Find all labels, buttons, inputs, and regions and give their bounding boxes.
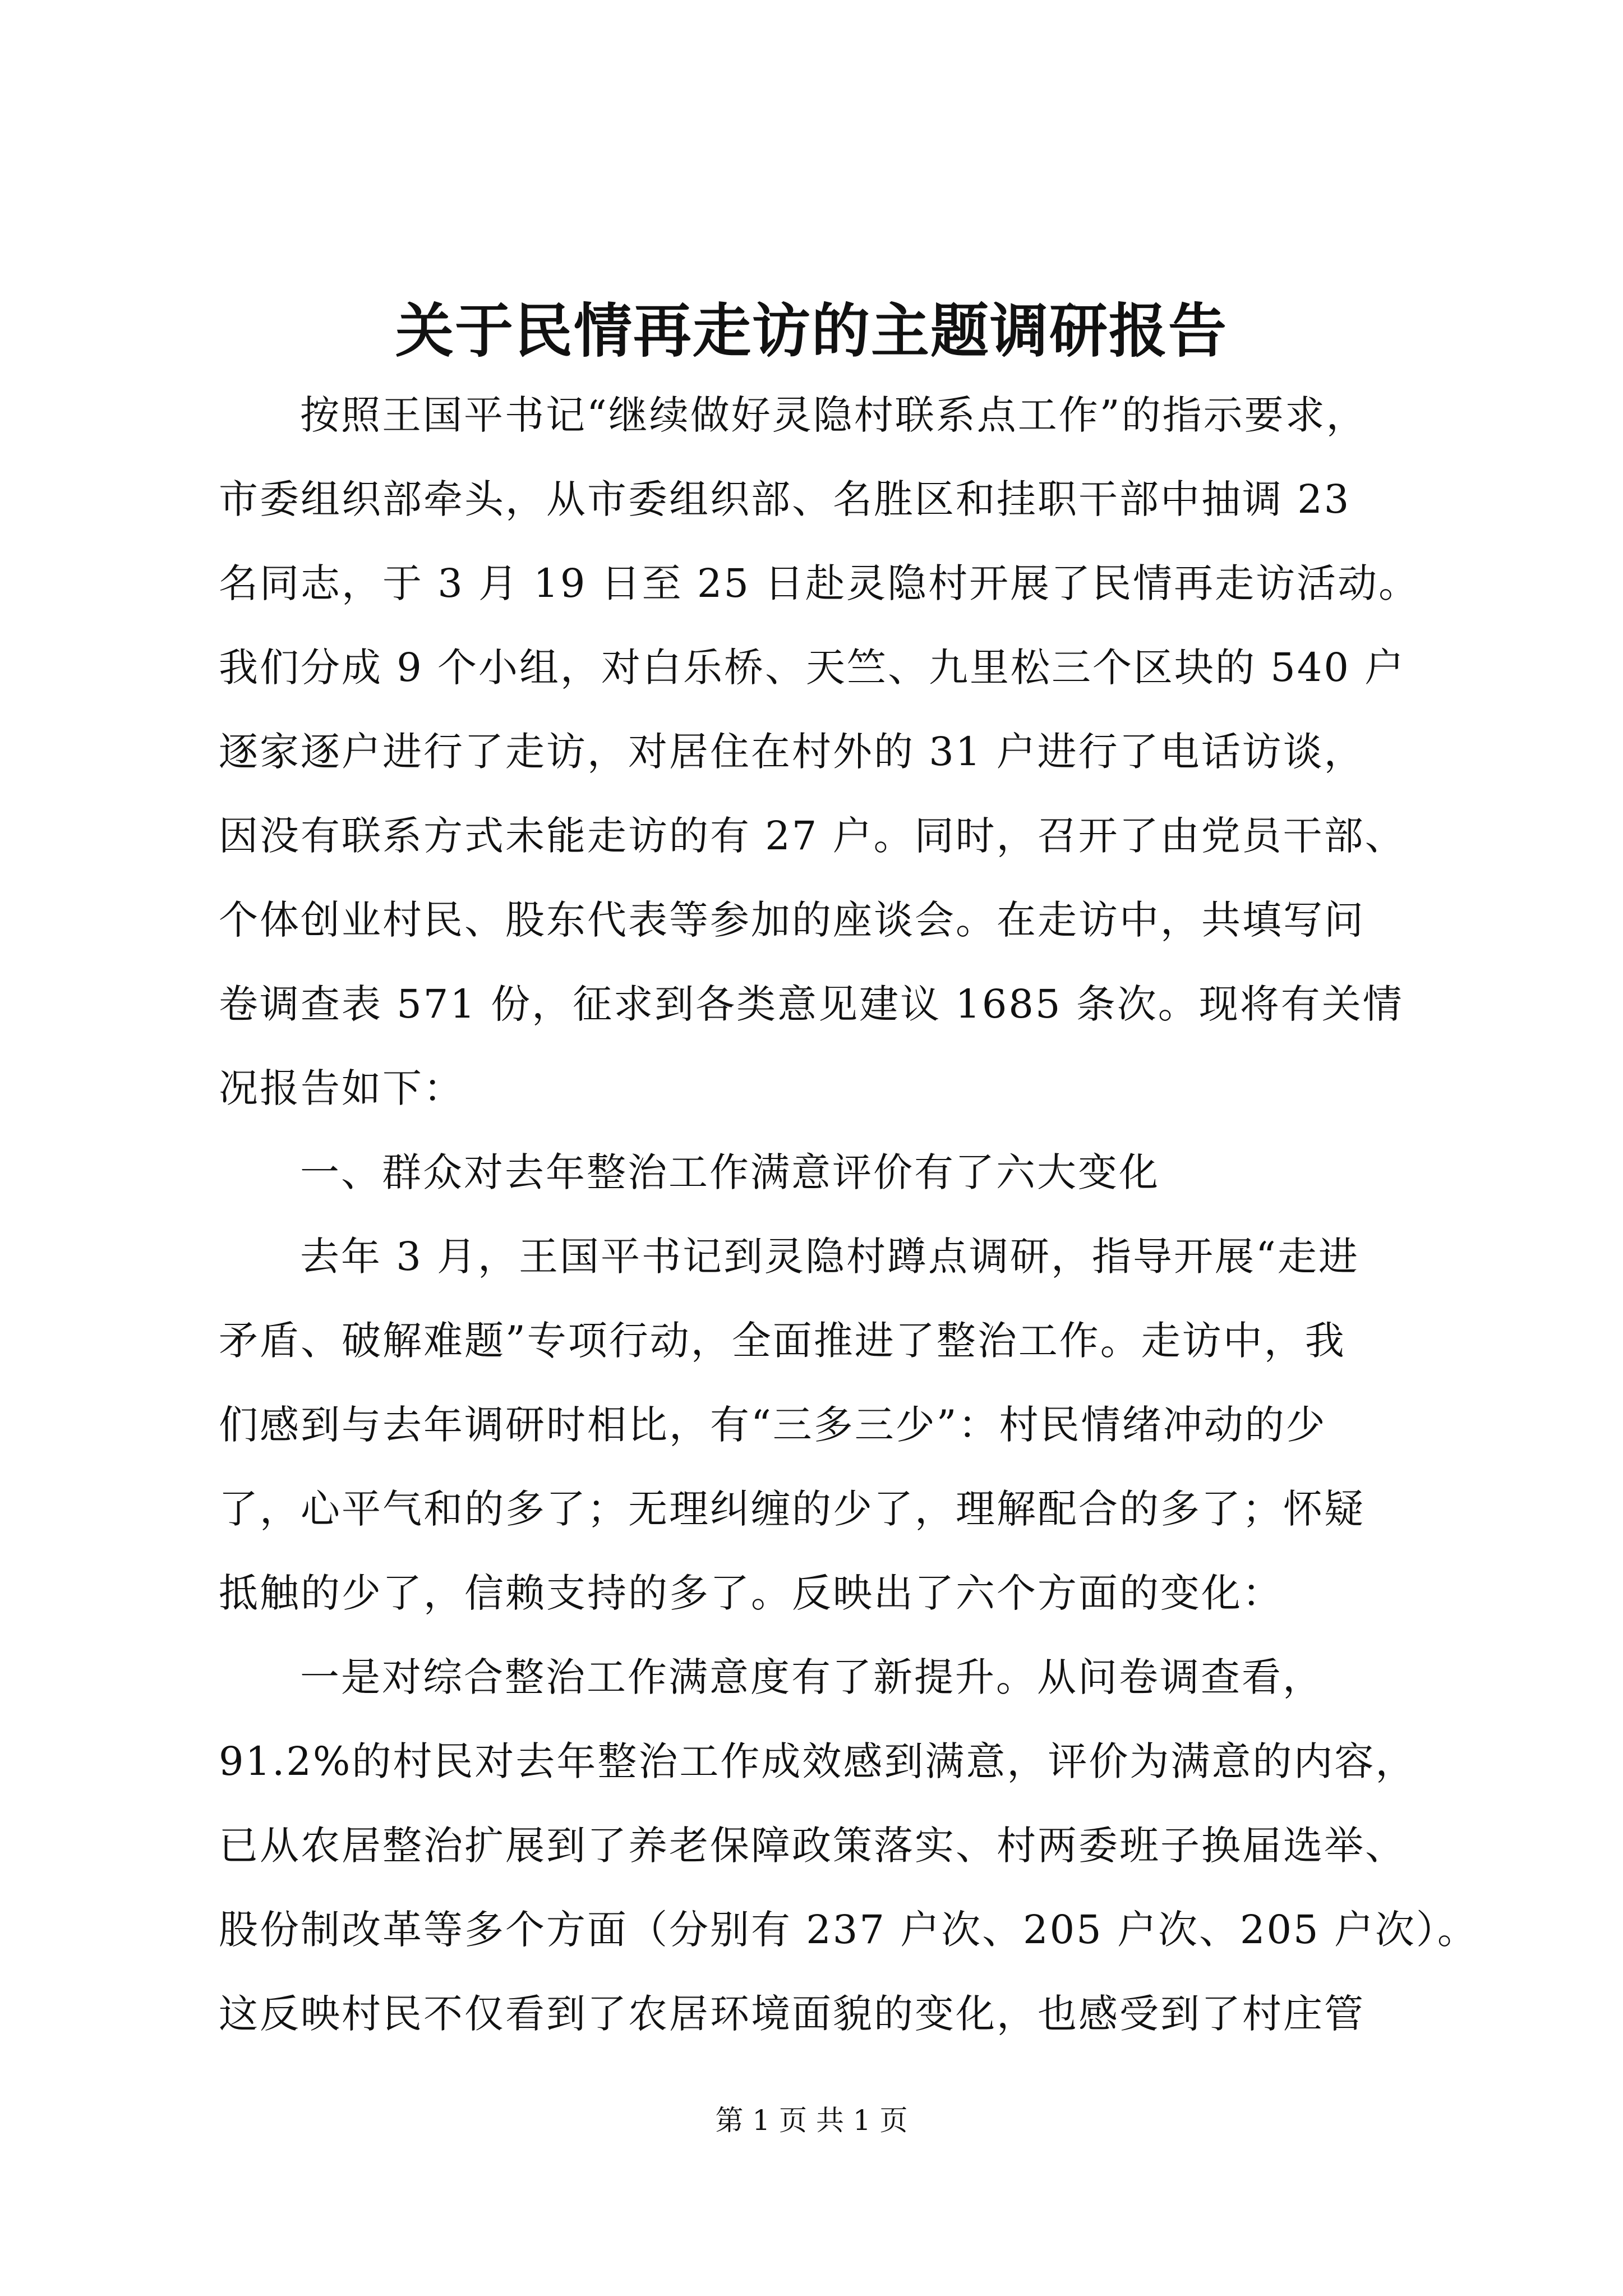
body-line: 况报告如下： <box>219 1065 464 1111</box>
body-line: 名同志，于 3 月 19 日至 25 日赴灵隐村开展了民情再走访活动。 <box>219 560 1420 606</box>
body-line: 91.2%的村民对去年整治工作成效感到满意，评价为满意的内容， <box>219 1738 1417 1784</box>
body-line: 股份制改革等多个方面（分别有 237 户次、205 户次、205 户次）。 <box>219 1907 1478 1953</box>
body-line: 已从农居整治扩展到了养老保障政策落实、村两委班子换届选举、 <box>219 1823 1406 1869</box>
body-line: 这反映村民不仅看到了农居环境面貌的变化，也感受到了村庄管 <box>219 1991 1365 2037</box>
document-title: 关于民情再走访的主题调研报告 <box>395 296 1228 365</box>
body-line: 矛盾、破解难题”专项行动，全面推进了整治工作。走访中，我 <box>219 1318 1346 1364</box>
body-line: 按照王国平书记“继续做好灵隐村联系点工作”的指示要求， <box>300 392 1367 438</box>
body-line: 卷调查表 571 份，征求到各类意见建议 1685 条次。现将有关情 <box>219 981 1404 1027</box>
body-line: 抵触的少了，信赖支持的多了。反映出了六个方面的变化： <box>219 1570 1283 1616</box>
page-number: 第 1 页 共 1 页 <box>715 2104 908 2137</box>
body-line: 个体创业村民、股东代表等参加的座谈会。在走访中，共填写问 <box>219 897 1365 943</box>
body-line: 去年 3 月，王国平书记到灵隐村蹲点调研，指导开展“走进 <box>300 1234 1359 1280</box>
section-heading: 一、群众对去年整治工作满意评价有了六大变化 <box>300 1149 1160 1195</box>
body-line: 我们分成 9 个小组，对白乐桥、天竺、九里松三个区块的 540 户 <box>219 645 1406 691</box>
body-line: 一是对综合整治工作满意度有了新提升。从问卷调查看， <box>300 1654 1324 1700</box>
body-line: 因没有联系方式未能走访的有 27 户。同时，召开了由党员干部、 <box>219 813 1406 859</box>
body-line: 逐家逐户进行了走访，对居住在村外的 31 户进行了电话访谈， <box>219 729 1365 775</box>
body-line: 市委组织部牵头，从市委组织部、名胜区和挂职干部中抽调 23 <box>219 476 1351 522</box>
body-line: 了，心平气和的多了；无理纠缠的少了，理解配合的多了；怀疑 <box>219 1486 1365 1532</box>
body-line: 们感到与去年调研时相比，有“三多三少”：村民情绪冲动的少 <box>219 1402 1327 1448</box>
